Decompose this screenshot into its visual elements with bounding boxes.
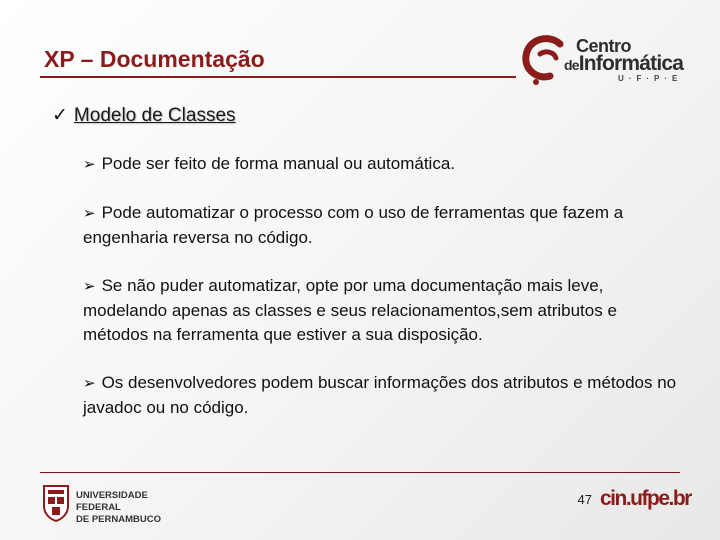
bullet-item: [83, 152, 683, 177]
site-url[interactable]: cin.ufpe.br: [600, 487, 691, 510]
footer-divider: [40, 472, 680, 473]
arrow-icon: ➢: [83, 156, 96, 173]
bullet-item: [83, 201, 683, 250]
cin-logo-mark-icon: [520, 34, 568, 86]
logo-line-1: Centro: [576, 36, 631, 56]
arrow-icon: ➢: [83, 375, 96, 392]
arrow-icon: ➢: [83, 205, 96, 222]
centro-de-informatica-logo: [520, 34, 685, 86]
arrow-icon: ➢: [83, 278, 96, 295]
ufpe-logo: [42, 484, 192, 524]
logo-ufpe-subtitle: U·F·P·E: [618, 74, 683, 83]
title-divider: [40, 76, 516, 78]
section-heading: [52, 104, 236, 127]
bullet-text: Pode ser feito de forma manual ou automática.: [101, 154, 456, 173]
bullet-text: Se não puder automatizar, opte por uma documentação mais leve, modelando apenas as classes e seus relacionamentos,sem atributos e métodos na ferramenta que estiver a sua disposição.: [83, 276, 617, 344]
ufpe-crest-icon: [42, 484, 70, 522]
bullet-text: Os desenvolvedores podem buscar informações dos atributos e métodos no javadoc ou no código.: [83, 373, 677, 417]
section-heading-label: Modelo de Classes: [73, 105, 236, 126]
bullet-list: [83, 152, 683, 444]
ufpe-name: UNIVERSIDADE FEDERAL DE PERNAMBUCO: [76, 490, 161, 525]
slide-title: XP – Documentação: [44, 46, 265, 72]
logo-line-2: [564, 52, 683, 76]
page-number: 47: [577, 492, 592, 507]
logo-line-2-main: Informática: [578, 52, 684, 75]
bullet-item: [83, 274, 683, 347]
check-icon: ✓: [52, 105, 68, 126]
bullet-item: [83, 371, 683, 420]
logo-line-2-prefix: de: [564, 57, 579, 73]
bullet-text: Pode automatizar o processo com o uso de ferramentas que fazem a engenharia reversa no código.: [83, 203, 624, 247]
